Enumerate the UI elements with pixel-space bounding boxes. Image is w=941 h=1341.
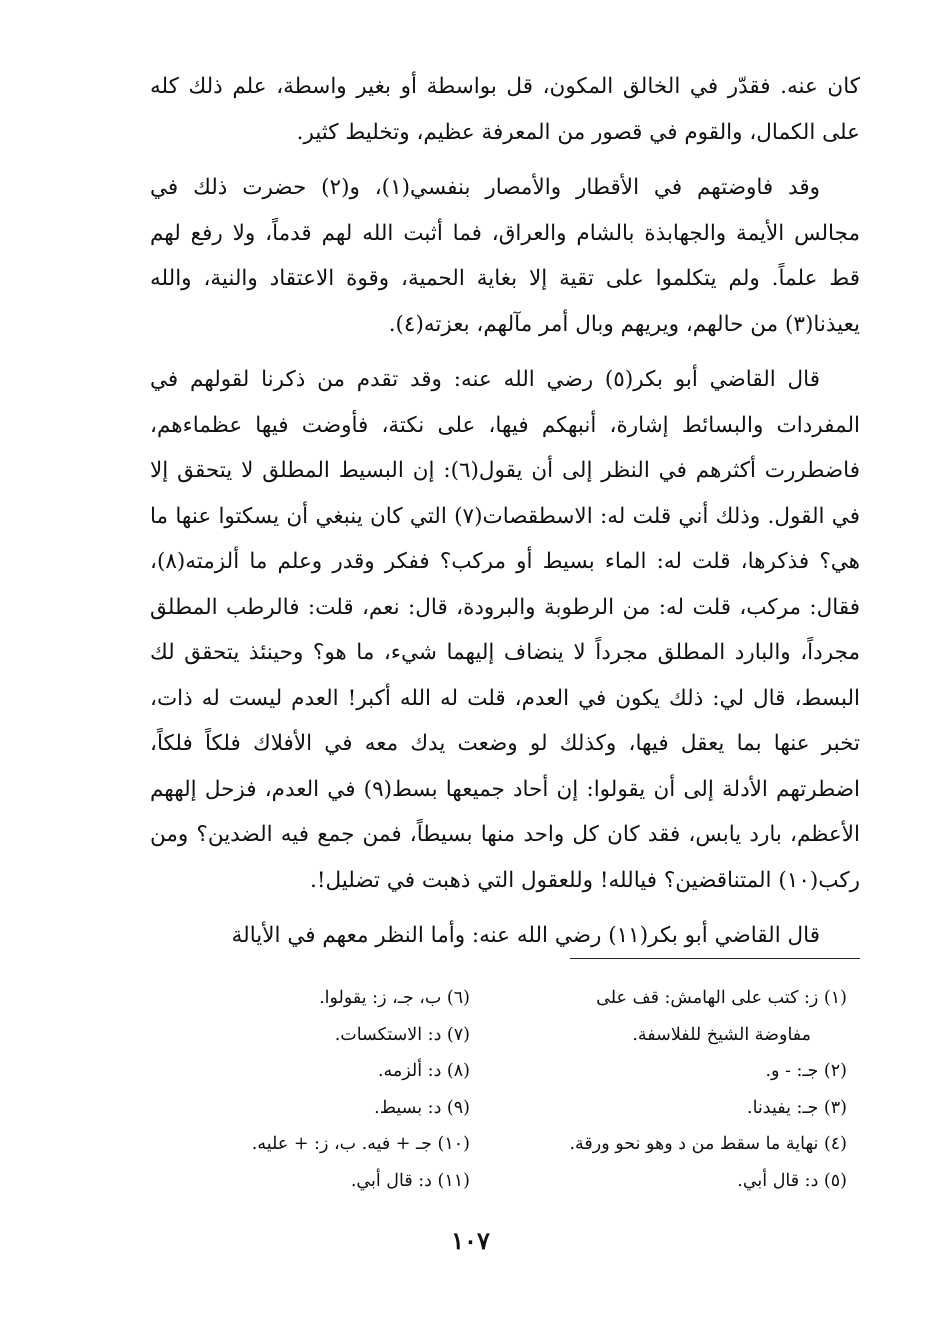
main-text [150, 64, 860, 959]
paragraph-2 [150, 165, 860, 347]
footnote-1: (١) ز: كتب على الهامش: قف على [596, 988, 847, 1008]
footnote-9: (٩) د: بسيط. [374, 1097, 470, 1118]
footnote-8: (٨) د: ألزمه. [377, 1061, 470, 1082]
paragraph-1: كان عنه. فقدّر في الخالق المكون، قل بواسطة أو بغير واسطة، علم ذلك كله على الكمال، والقوم في قصور من المعرفة عظيم، وتخليط كثير. [150, 74, 860, 145]
paragraph-2-text: وقد فاوضتهم في الأقطار والأمصار بنفسي(١)، و(٢) حضرت ذلك في مجالس الأيمة والجهابذة بالشام والعراق، فما أثبت الله لهم قدماً، ولا رفع لهم قط علماً. ولم يتكلموا على تقية إلا بغاية الحمية، وقوة الاعتقاد والنية، والله يعيذنا(٣) من حالهم، ويريهم وبال أمر مآلهم، بعزته(٤). [150, 175, 860, 337]
footnotes-left-column [160, 980, 470, 1200]
paragraph-3 [150, 357, 860, 903]
paragraph-4 [150, 913, 860, 959]
paragraph-3-text: قال القاضي أبو بكر(٥) رضي الله عنه: وقد تقدم من ذكرنا لقولهم في المفردات والبسائط إشارة، أنبهكم فيها، على نكتة، فأوضت فيها عظماءهم، فاضطررت أكثرهم في النظر إلى أن يقول(٦): إن البسيط المطلق لا يتحقق إلا في القول. وذلك أني قلت له: الاسطقصات(٧) التي كان ينبغي أن يسكتوا عنها ما هي؟ فذكرها، قلت له: الماء بسيط أو مركب؟ ففكر وقدر وعلم ما ألزمته(٨)، فقال: مركب، قلت له: من الرطوبة والبرودة، قال: نعم، قلت: فالرطب المطلق مجرداً، والبارد المطلق مجرداً لا ينضاف إليهما شيء، ما هو؟ وحينئذ يتحقق لك البسط، قال لي: ذلك يكون في العدم، قلت له الله أكبر! العدم ليست له ذات، تخبر عنها بما يعقل فيها، وكذلك لو وضعت يدك معه في الأفلاك فلكاً فلكاً، اضطرتهم الأدلة إلى أن يقولوا: إن أحاد جميعها بسط(٩) في العدم، فزحل إلههم الأعظم، بارد يابس، فقد كان كل واحد منها بسيطاً، فمن جمع فيه الضدين؟ ومن ركب(١٠) المتناقضين؟ فيالله! وللعقول التي ذهبت في تضليل!. [150, 367, 860, 893]
paragraph-4-text: قال القاضي أبو بكر(١١) رضي الله عنه: وأما النظر معهم في الأيالة [231, 923, 820, 948]
footnote-3: (٣) جـ: يفيدنا. [747, 1097, 847, 1118]
page-number: ١٠٧ [451, 1226, 490, 1255]
footnote-7: (٧) د: الاستكسات. [334, 1024, 470, 1045]
footnote-1-continuation: مفاوضة الشيخ للفلاسفة. [632, 1024, 811, 1045]
footnote-10: (١٠) جـ + فيه. ب، ز: + عليه. [251, 1134, 470, 1155]
footnotes-right-column [505, 980, 847, 1200]
footnote-2: (٢) جـ: - و. [765, 1061, 847, 1082]
footnote-4: (٤) نهاية ما سقط من د وهو نحو ورقة. [569, 1134, 847, 1155]
footnote-5: (٥) د: قال أبي. [737, 1170, 847, 1191]
footnote-6: (٦) ب، جـ، ز: يقولوا. [319, 988, 470, 1008]
footnote-11: (١١) د: قال أبي. [350, 1170, 470, 1191]
footnote-divider [570, 958, 860, 959]
